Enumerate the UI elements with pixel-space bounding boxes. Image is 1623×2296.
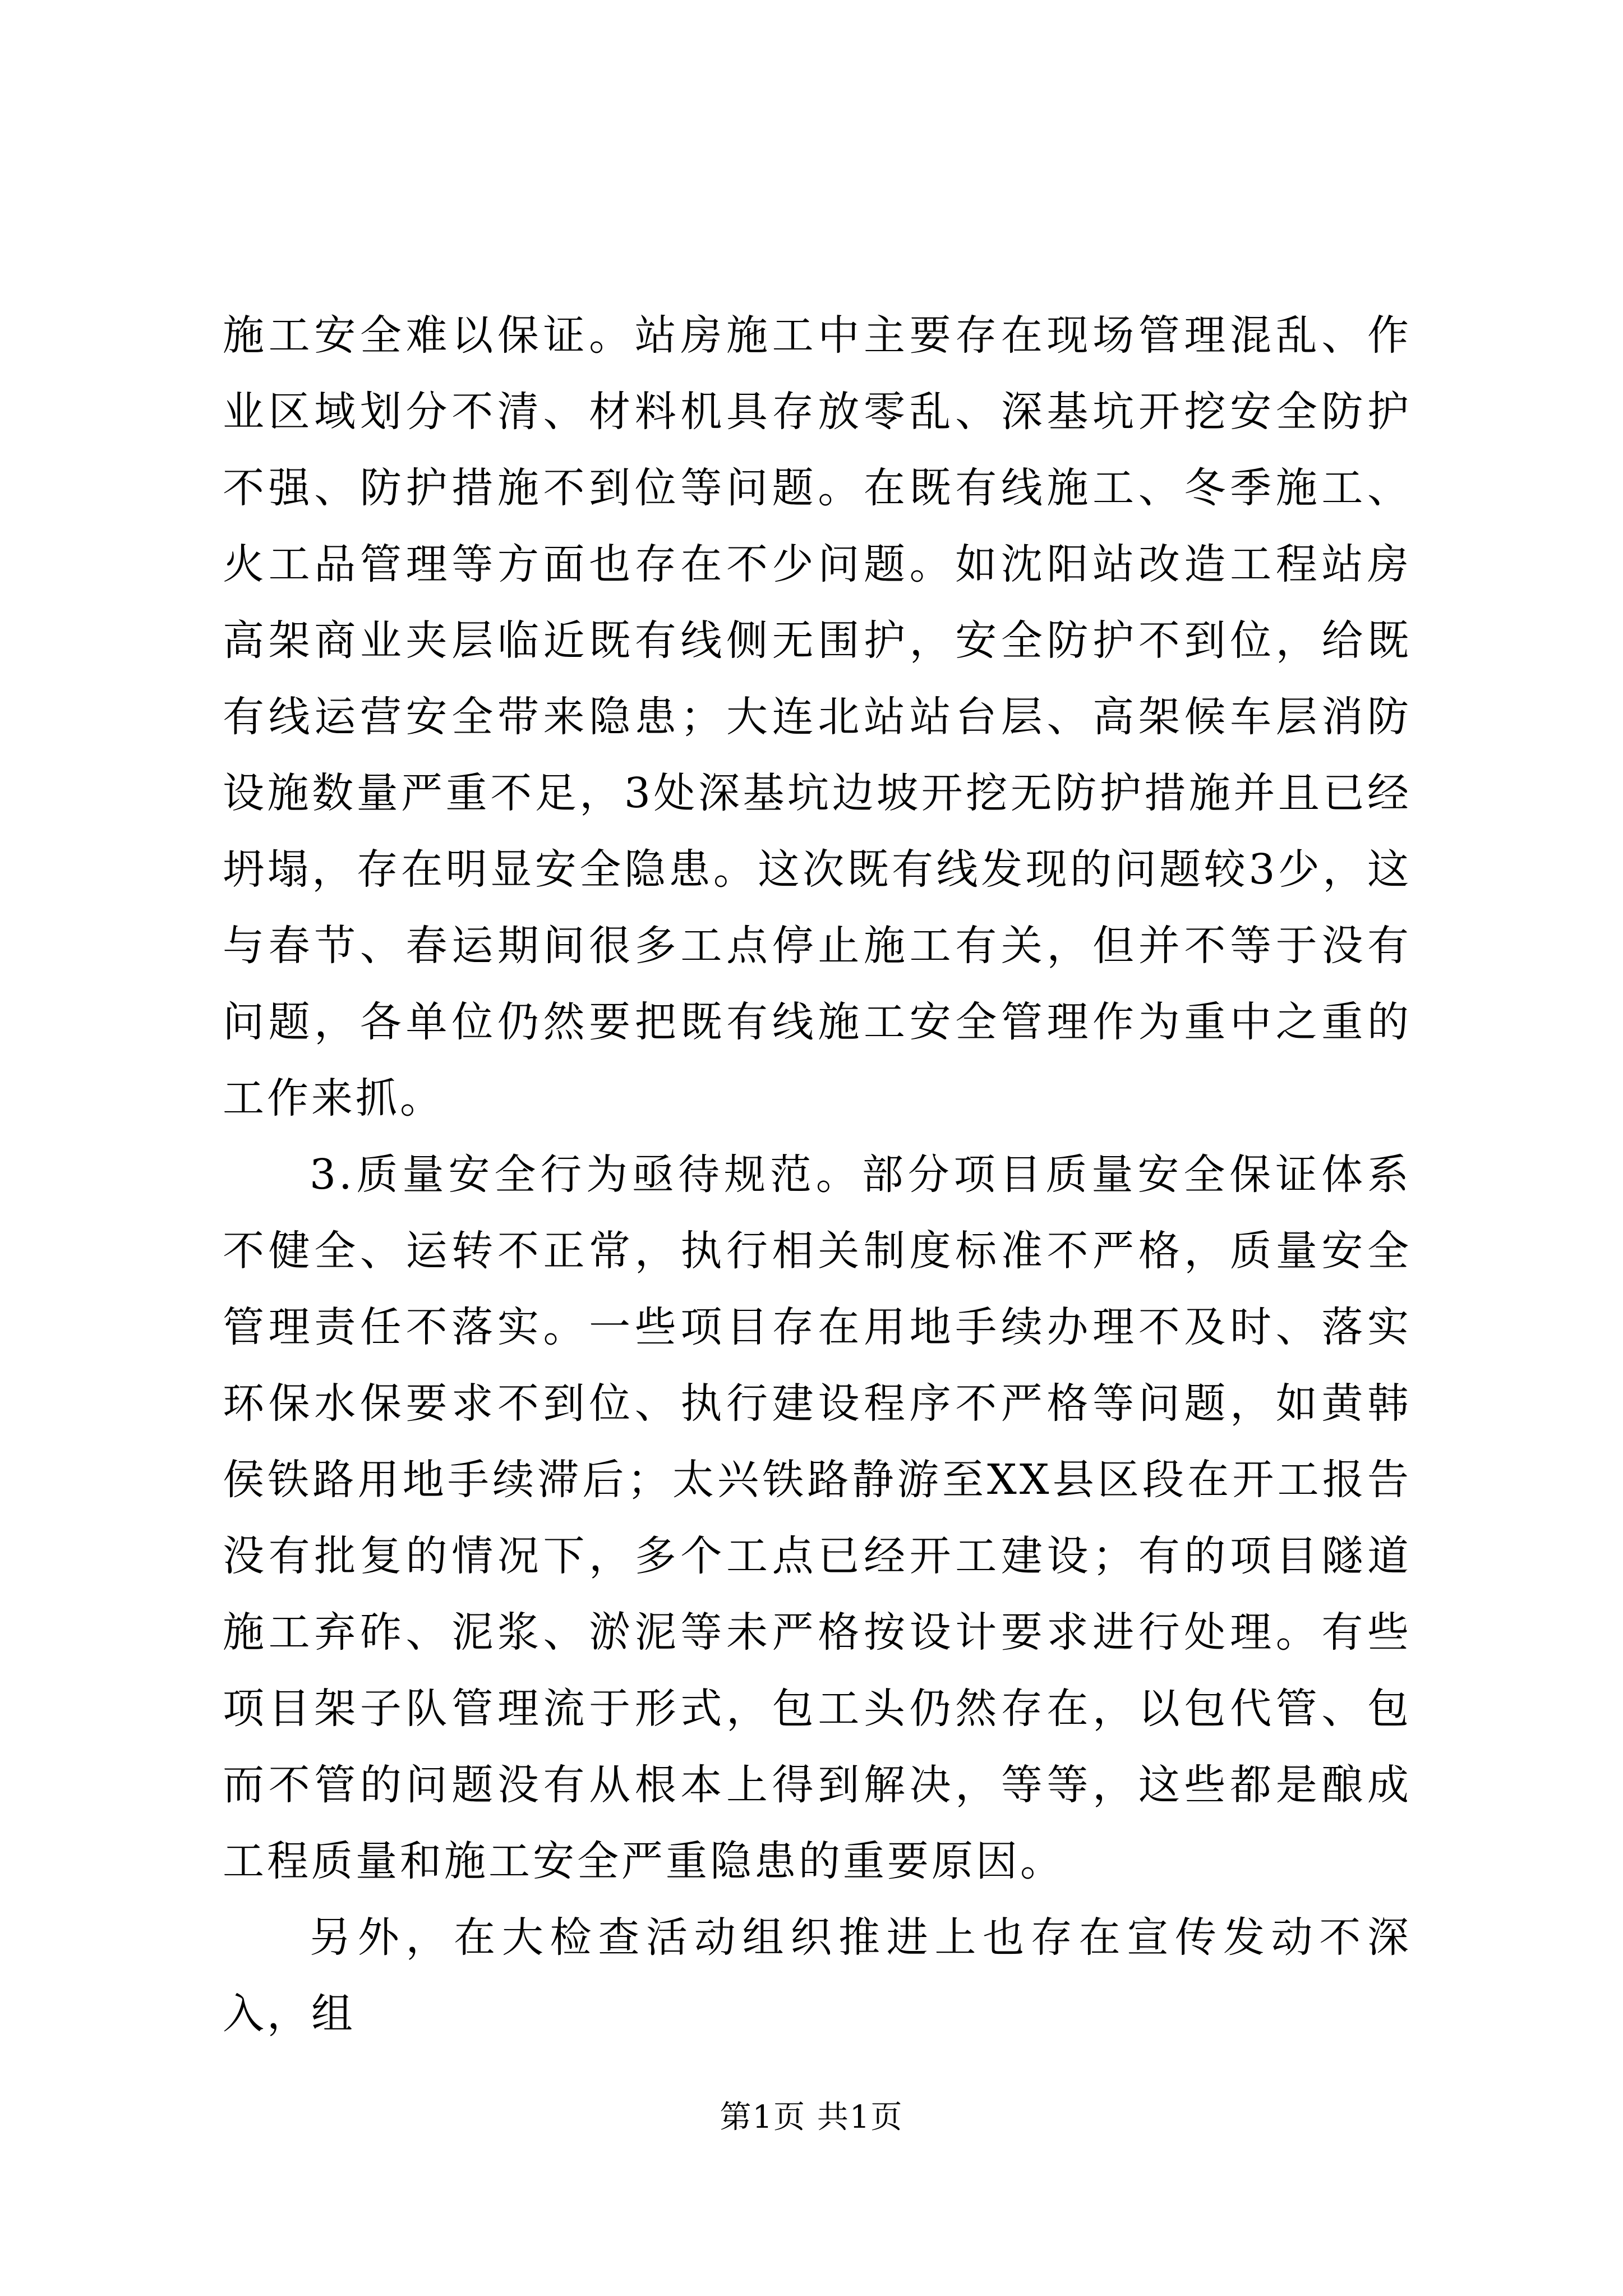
paragraph-construction-safety: 施工安全难以保证。站房施工中主要存在现场管理混乱、作业区域划分不清、材料机具存放零乱、深基坑开挖安全防护不强、防护措施不到位等问题。在既有线施工、冬季施工、火工品管理等方面也存在不少问题。如沈阳站改造工程站房高架商业夹层临近既有线侧无围护，安全防护不到位，给既有线运营安全带来隐患；大连北站站台层、高架候车层消防设施数量严重不足，3处深基坑边坡开挖无防护措施并且已经坍塌，存在明显安全隐患。这次既有线发现的问题较3少，这与春节、春运期间很多工点停止施工有关，但并不等于没有问题，各单位仍然要把既有线施工安全管理作为重中之重的工作来抓。 — [223, 311, 1412, 1122]
page-number-label: 第1页 共1页 — [720, 2099, 903, 2136]
page-footer — [0, 2095, 1623, 2140]
document-body — [223, 297, 1412, 2052]
paragraph-additionally: 另外，在大检查活动组织推进上也存在宣传发动不深入，组 — [223, 1913, 1412, 2038]
paragraph-quality-safety-behavior: 3.质量安全行为亟待规范。部分项目质量安全保证体系不健全、运转不正常，执行相关制度标准不严格，质量安全管理责任不落实。一些项目存在用地手续办理不及时、落实环保水保要求不到位、执行建设程序不严格等问题，如黄韩侯铁路用地手续滞后；太兴铁路静游至XX县区段在开工报告没有批复的情况下，多个工点已经开工建设；有的项目隧道施工弃砟、泥浆、淤泥等未严格按设计要求进行处理。有些项目架子队管理流于形式，包工头仍然存在，以包代管、包而不管的问题没有从根本上得到解决，等等，这些都是酿成工程质量和施工安全严重隐患的重要原因。 — [223, 1151, 1412, 1885]
